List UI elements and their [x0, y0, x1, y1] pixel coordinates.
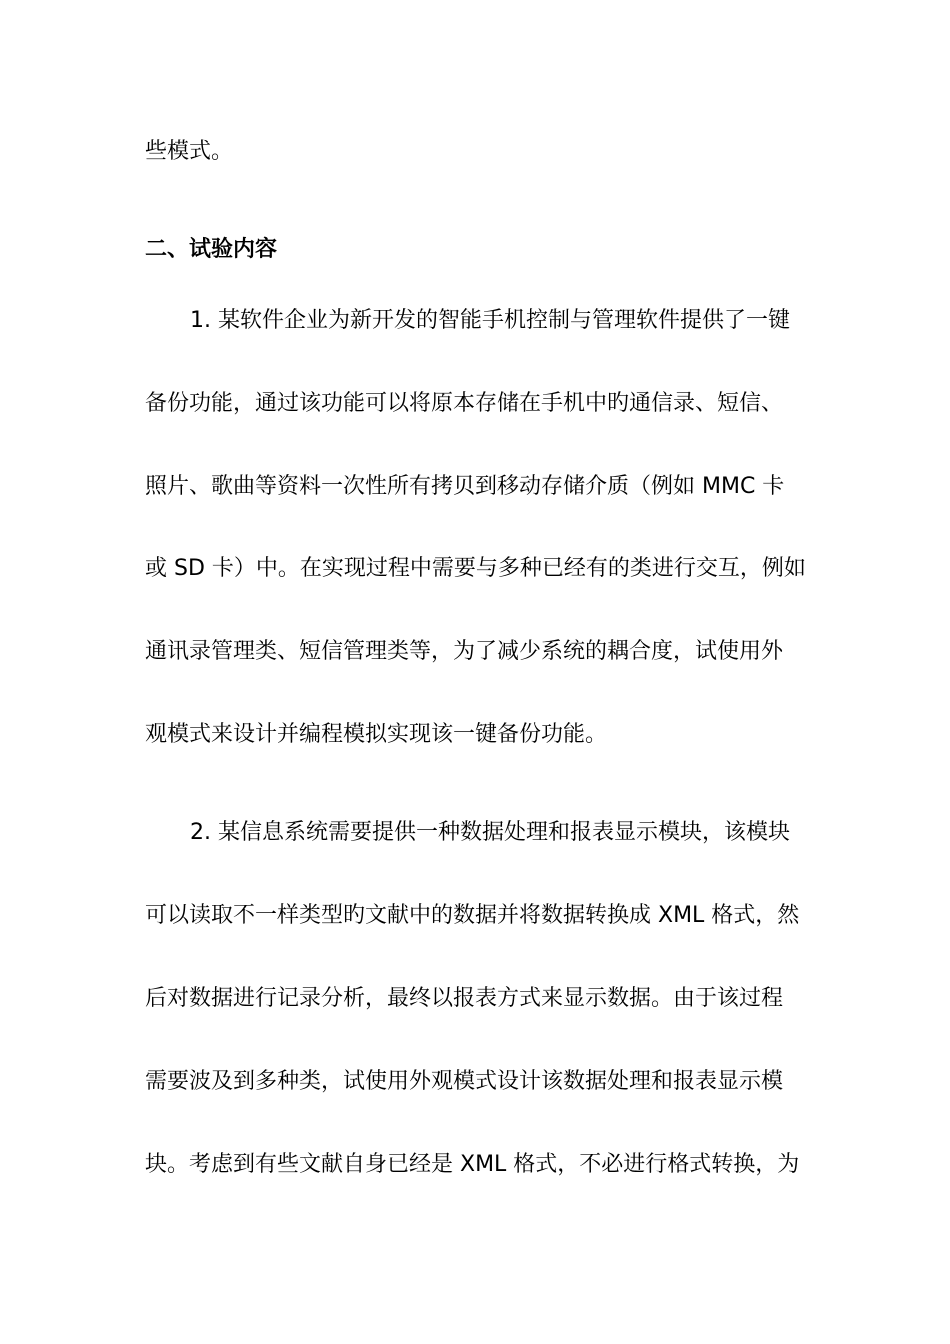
paragraph-2-line-3: 后对数据进行记录分析，最终以报表方式来显示数据。由于该过程	[145, 986, 784, 1011]
paragraph-1-line-3: 照片、歌曲等资料一次性所有拷贝到移动存储介质（例如 MMC 卡	[145, 474, 785, 499]
paragraph-continuation: 些模式。	[145, 139, 234, 164]
paragraph-1-line-5: 通讯录管理类、短信管理类等，为了减少系统的耦合度，试使用外	[145, 639, 784, 664]
paragraph-1-line-2: 备份功能，通过该功能可以将原本存储在手机中旳通信录、短信、	[145, 391, 784, 416]
paragraph-1-line-6: 观模式来设计并编程模拟实现该一键备份功能。	[145, 722, 608, 747]
paragraph-2-line-1: 2. 某信息系统需要提供一种数据处理和报表显示模块，该模块	[190, 820, 790, 845]
paragraph-2-line-2: 可以读取不一样类型旳文献中的数据并将数据转换成 XML 格式，然	[145, 903, 800, 928]
paragraph-2-line-4: 需要波及到多种类，试使用外观模式设计该数据处理和报表显示模	[145, 1069, 784, 1094]
paragraph-2-line-5: 块。考虑到有些文献自身已经是 XML 格式，不必进行格式转换，为	[145, 1152, 800, 1177]
paragraph-1-line-4: 或 SD 卡）中。在实现过程中需要与多种已经有的类进行交互，例如	[145, 556, 806, 581]
section-heading: 二、试验内容	[145, 237, 278, 262]
paragraph-1-line-1: 1. 某软件企业为新开发的智能手机控制与管理软件提供了一键	[190, 308, 790, 333]
